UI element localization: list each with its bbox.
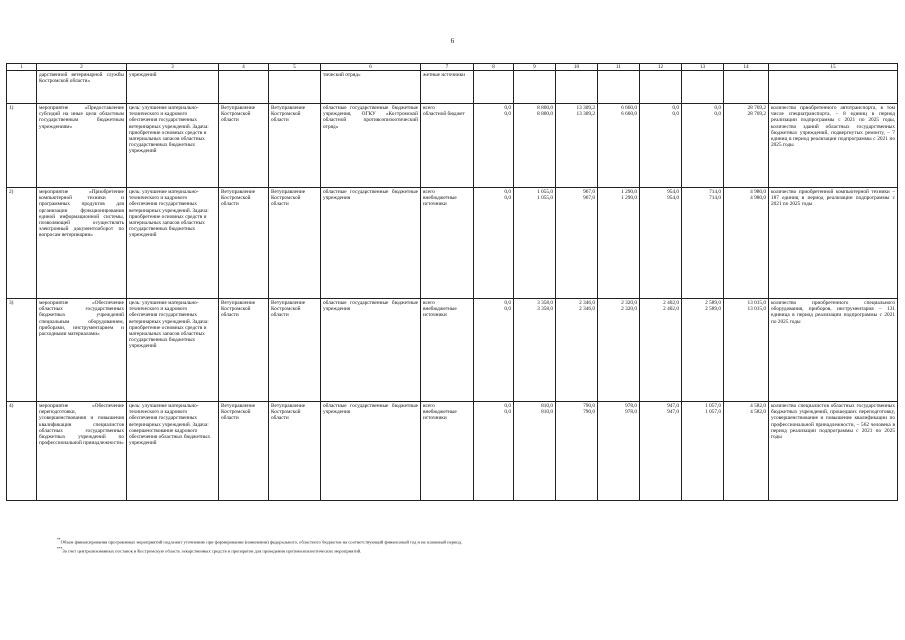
amount-cell	[640, 299, 682, 402]
amount-value: 967,0	[583, 189, 595, 195]
amount-value: 0,0	[672, 105, 679, 111]
amount-cell	[556, 402, 598, 501]
cont-cell-8	[474, 71, 514, 104]
amount-cell	[598, 104, 640, 188]
continuation-row	[7, 71, 898, 104]
cont-cell-2: дарственной ветеринарной службы Костромской области»	[37, 71, 127, 104]
amount-value: 978,0	[625, 403, 637, 409]
amount-value: 2 320,0	[621, 306, 637, 313]
row-number-cell: 3)	[7, 299, 37, 402]
cont-cell-12	[640, 71, 682, 104]
amount-cell	[514, 299, 556, 402]
amount-value: 13 309,2	[576, 111, 595, 118]
footnote-1	[57, 537, 887, 546]
amount-value: 1 290,0	[621, 189, 637, 195]
table-row	[7, 104, 898, 188]
amount-cell	[640, 104, 682, 188]
header-cell: 15	[769, 64, 898, 71]
cont-cell-1	[7, 71, 37, 104]
funding-source-label: внебюджетные источники	[423, 409, 457, 422]
amount-value: 4 582,0	[750, 403, 766, 409]
amount-cell	[474, 402, 514, 501]
amount-value: 714,0	[709, 195, 721, 202]
funding-source-label: всего	[423, 189, 435, 195]
participants-cell: областные государственные бюджетные учреждения	[321, 188, 421, 299]
participants-cell: областные государственные бюджетные учреждения	[321, 299, 421, 402]
funding-source-label: всего	[423, 403, 435, 409]
amount-value: 0,0	[504, 189, 511, 195]
amount-cell	[682, 402, 724, 501]
amount-value: 2 402,0	[663, 306, 679, 313]
amount-value: 790,0	[583, 409, 595, 416]
table-row	[7, 402, 898, 501]
amount-cell	[724, 188, 769, 299]
amount-value: 954,0	[667, 195, 679, 202]
header-cell: 6	[321, 64, 421, 71]
table-body	[7, 64, 898, 501]
amount-cell	[474, 104, 514, 188]
cont-cell-10	[556, 71, 598, 104]
amount-value: 0,0	[504, 111, 511, 118]
funding-source-cell	[421, 299, 474, 402]
amount-value: 4 980,0	[750, 195, 766, 202]
expected-result-cell: количество приобретенной компьютерной техники – 187 единиц в период реализации подпрограммы с 2021 по 2025 годы	[769, 188, 898, 299]
amount-cell	[514, 104, 556, 188]
expected-result-cell: количество приобретенного автотранспорта, в том числе специатранспорта, – 8 единиц в период реализации подпрограммы с 2021 по 2025 годы, количество зданий областных государственных бюджетных учреждений, подвергнутых ремонту, – 7 единиц в период реализации подпрограммы с 2021 по 2025 годы	[769, 104, 898, 188]
amount-value: 790,0	[583, 403, 595, 409]
amount-value: 0,0	[504, 300, 511, 306]
amount-value: 4 980,0	[750, 189, 766, 195]
cont-cell-13	[682, 71, 724, 104]
amount-value: 1 057,0	[705, 403, 721, 409]
footnote-text: За счет централизованных поставок в Костромскую область лекарственных средств и препаратов для проведения противоэпизоотических мероприятий.	[62, 548, 362, 554]
coexecutor-cell: Ветуправление Костромской области	[269, 188, 321, 299]
coexecutor-cell: Ветуправление Костромской области	[269, 402, 321, 501]
header-cell: 3	[127, 64, 219, 71]
cont-cell-9	[514, 71, 556, 104]
footnote-mark: ***	[57, 546, 63, 551]
amount-value: 2 346,0	[579, 300, 595, 306]
header-cell: 4	[219, 64, 269, 71]
amount-value: 0,0	[504, 306, 511, 313]
coexecutor-cell: Ветуправление Костромской области	[269, 104, 321, 188]
row-number-cell: 4)	[7, 402, 37, 501]
amount-value: 6 660,0	[621, 105, 637, 111]
cont-cell-5	[269, 71, 321, 104]
goal-task-cell: цель: улучшение материально-технического и кадрового обеспечения государственных ветеринарных учреждений. Задача: приобретение основных средств и материальных запасов областных государственных бюджетных учреждений	[127, 104, 219, 188]
responsible-cell: Ветуправление Костромской области	[219, 299, 269, 402]
table-row	[7, 188, 898, 299]
header-cell: 2	[37, 64, 127, 71]
amount-value: 0,0	[714, 105, 721, 111]
header-cell: 10	[556, 64, 598, 71]
amount-cell	[640, 188, 682, 299]
funding-source-label: внебюджетные источники	[423, 195, 457, 208]
amount-cell	[682, 188, 724, 299]
amount-cell	[474, 299, 514, 402]
cont-cell-3: учреждений	[127, 71, 219, 104]
funding-source-cell	[421, 402, 474, 501]
amount-value: 810,0	[541, 403, 553, 409]
event-name-cell: мероприятие «Обеспечение переподготовки, усовершенствования и повышения квалификации специалистов областных государственных бюджетных учреждений по профессиональной принадлежности»	[37, 402, 127, 501]
event-name-cell: мероприятие «Приобретение компьютерной техники и программных продуктов для организации функционирования единой информационной системы, позволяющей осуществлять электронный документооборот по вопросам ветеринарии»	[37, 188, 127, 299]
responsible-cell: Ветуправление Костромской области	[219, 104, 269, 188]
amount-value: 28 769,2	[747, 111, 766, 118]
amount-cell	[682, 104, 724, 188]
page-number: 6	[450, 37, 455, 45]
amount-value: 13 309,2	[576, 105, 595, 111]
cont-cell-4	[219, 71, 269, 104]
amount-cell	[724, 104, 769, 188]
table-row	[7, 299, 898, 402]
amount-cell	[724, 402, 769, 501]
amount-value: 2 402,0	[663, 300, 679, 306]
footnote-mark: **	[57, 538, 61, 542]
cont-cell-6: тический отряд»	[321, 71, 421, 104]
amount-value: 13 015,0	[747, 306, 766, 313]
amount-cell	[474, 188, 514, 299]
header-cell: 13	[682, 64, 724, 71]
header-cell: 8	[474, 64, 514, 71]
amount-value: 954,0	[667, 189, 679, 195]
amount-cell	[724, 299, 769, 402]
coexecutor-cell: Ветуправление Костромской области	[269, 299, 321, 402]
participants-cell: областные государственные бюджетные учреждения	[321, 402, 421, 501]
footnote-2	[57, 546, 887, 555]
amount-cell	[556, 188, 598, 299]
amount-cell	[514, 188, 556, 299]
header-cell: 14	[724, 64, 769, 71]
amount-value: 28 769,2	[747, 105, 766, 111]
amount-value: 1 055,0	[537, 189, 553, 195]
amount-value: 0,0	[504, 195, 511, 202]
amount-value: 0,0	[672, 111, 679, 118]
goal-task-cell: цель: улучшение материально-технического и кадрового обеспечения государственных ветеринарных учреждений. Задача: приобретение основных средств и материальных запасов областных государственных бюджетных учреждений	[127, 188, 219, 299]
amount-value: 978,0	[625, 409, 637, 416]
cont-cell-7: жетные источники	[421, 71, 474, 104]
amount-cell	[556, 104, 598, 188]
amount-value: 3 358,0	[537, 306, 553, 313]
event-name-cell: мероприятие «Предоставление субсидий на иные цели областным государственным бюджетным учреждениям»	[37, 104, 127, 188]
expected-result-cell: количество приобретенного специального оборудования, приборов, инструментария – 131 единица в период реализации подпрограммы с 2021 по 2025 годы	[769, 299, 898, 402]
header-cell: 7	[421, 64, 474, 71]
cont-cell-14	[724, 71, 769, 104]
amount-cell	[598, 402, 640, 501]
expected-result-cell: количество специалистов областных государственных бюджетных учреждений, прошедших переподготовку, усовершенствование и повышение квалификации по профессиональной принадлежности, – 562 человека в период реализации подпрограммы с 2021 по 2025 годы	[769, 402, 898, 501]
amount-value: 3 358,0	[537, 300, 553, 306]
header-cell: 12	[640, 64, 682, 71]
amount-value: 2 346,0	[579, 306, 595, 313]
amount-value: 714,0	[709, 189, 721, 195]
responsible-cell: Ветуправление Костромской области	[219, 402, 269, 501]
header-cell: 1	[7, 64, 37, 71]
goal-task-cell: цель: улучшение материально-технического и кадрового обеспечения государственных ветеринарных учреждений. Задача: приобретение основных средств и материальных запасов областных государственных бюджетных учреждений	[127, 299, 219, 402]
amount-value: 967,0	[583, 195, 595, 202]
amount-cell	[598, 188, 640, 299]
amount-cell	[682, 299, 724, 402]
funding-source-label: всего	[423, 300, 435, 306]
cont-cell-15	[769, 71, 898, 104]
amount-value: 4 582,0	[750, 409, 766, 416]
header-row	[7, 64, 898, 71]
funding-source-label: внебюджетные источники	[423, 306, 457, 319]
amount-cell	[514, 402, 556, 501]
amount-value: 810,0	[541, 409, 553, 416]
funding-source-label: всего	[423, 105, 435, 111]
footnotes	[57, 537, 887, 554]
amount-value: 947,0	[667, 403, 679, 409]
amount-cell	[556, 299, 598, 402]
amount-cell	[640, 402, 682, 501]
amount-value: 947,0	[667, 409, 679, 416]
footnote-text: Объем финансирования программных мероприятий подлежит уточнению при формировании (изменении) федерального, областного бюджетов на соответствующий финансовый год и на плановый период.	[60, 539, 463, 545]
funding-source-cell	[421, 188, 474, 299]
amount-value: 0,0	[504, 409, 511, 416]
header-cell: 5	[269, 64, 321, 71]
responsible-cell: Ветуправление Костромской области	[219, 188, 269, 299]
row-number-cell: 2)	[7, 188, 37, 299]
amount-value: 2 589,0	[705, 306, 721, 313]
row-number-cell: 1)	[7, 104, 37, 188]
amount-value: 2 589,0	[705, 300, 721, 306]
amount-value: 2 320,0	[621, 300, 637, 306]
header-cell: 11	[598, 64, 640, 71]
program-table	[6, 63, 898, 501]
cont-cell-11	[598, 71, 640, 104]
amount-value: 13 015,0	[747, 300, 766, 306]
header-cell: 9	[514, 64, 556, 71]
amount-value: 1 057,0	[705, 409, 721, 416]
amount-value: 0,0	[504, 403, 511, 409]
amount-value: 1 055,0	[537, 195, 553, 202]
funding-source-label: областной бюджет	[423, 111, 465, 118]
amount-value: 0,0	[504, 105, 511, 111]
amount-value: 1 290,0	[621, 195, 637, 202]
amount-value: 8 800,0	[537, 105, 553, 111]
amount-value: 6 660,0	[621, 111, 637, 118]
participants-cell: областные государственные бюджетные учреждения, ОГКУ «Костромской областной противоэпизоотический отряд»	[321, 104, 421, 188]
amount-value: 0,0	[714, 111, 721, 118]
amount-cell	[598, 299, 640, 402]
amount-value: 8 800,0	[537, 111, 553, 118]
event-name-cell: мероприятие «Обеспечение областных государственных бюджетных учреждений специальным оборудованием, приборами, инструментарием и расходными материалами»	[37, 299, 127, 402]
goal-task-cell: цель: улучшение материально-технического и кадрового обеспечения государственных ветеринарных учреждений. Задача: совершенствование кадрового обеспечения областных бюджетных учреждений	[127, 402, 219, 501]
funding-source-cell	[421, 104, 474, 188]
